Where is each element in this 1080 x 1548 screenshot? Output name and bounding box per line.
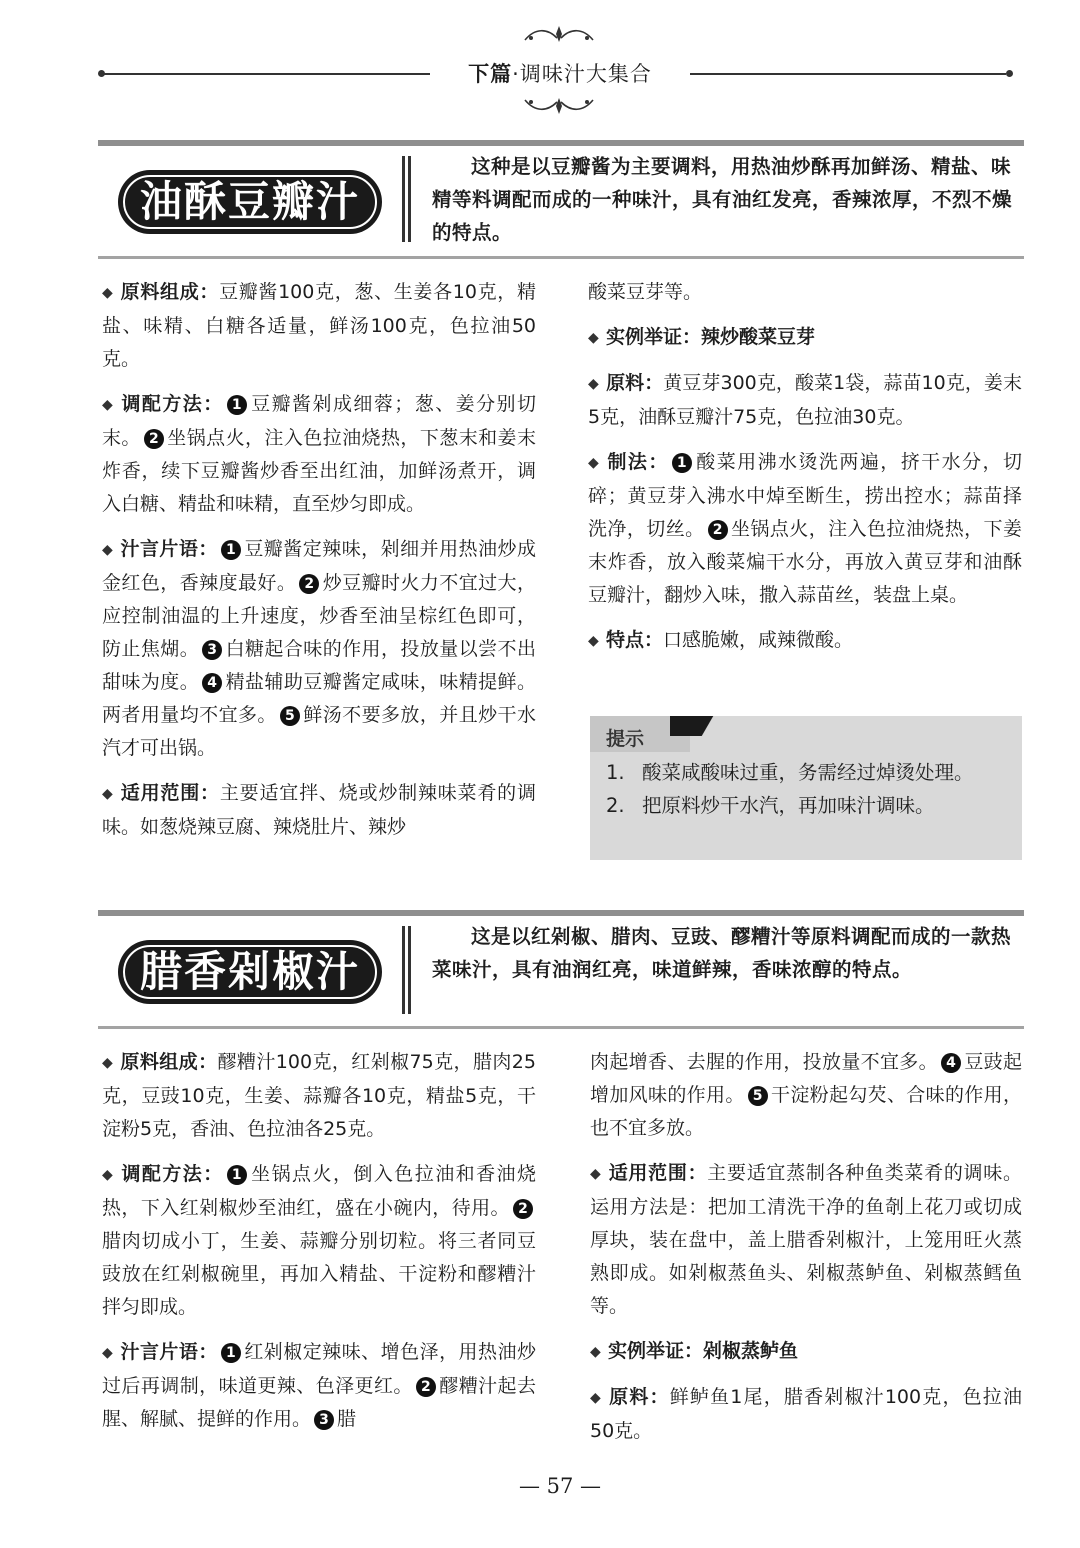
step-number-icon: 1 (672, 453, 692, 473)
step-number-icon: 2 (299, 574, 319, 594)
section2-intro: 这是以红剁椒、腊肉、豆豉、醪糟汁等原料调配而成的一款热菜味汁，具有油润红亮，味道鲜辣，香味浓醇的特点。 (432, 925, 1012, 981)
section1-left-column (102, 276, 536, 856)
label: 实例举证： (608, 1340, 704, 1362)
diamond-bullet-icon: ◆ (102, 542, 113, 558)
label: 原料： (608, 1386, 670, 1408)
section1-ingredients (102, 276, 536, 376)
label: 汁言片语： (120, 1341, 218, 1363)
tip-text: 豆瓣酱定辣味，剁细并用热油炒成金红色，香辣度最好。 (102, 538, 536, 594)
section2-bottom-bar (98, 1026, 1024, 1029)
step-number-icon: 3 (202, 640, 222, 660)
diamond-bullet-icon: ◆ (588, 455, 599, 471)
step-text: 酸菜用沸水烫洗两遍，挤干水分，切碎；黄豆芽入沸水中焯至断生，捞出控水；蒜苗择洗净，切丝。 (588, 451, 1022, 540)
label: 调配方法： (120, 1163, 224, 1185)
step-number-icon: 2 (708, 520, 728, 540)
diamond-bullet-icon: ◆ (590, 1344, 601, 1360)
text: 口感脆嫩，咸辣微酸。 (663, 629, 854, 651)
label: 适用范围： (608, 1162, 708, 1184)
step-text: 腊肉切成小丁，生姜、蒜瓣分别切粒。将三者同豆豉放在红剁椒碗里，再加入精盐、干淀粉和醪糟汁拌匀即成。 (102, 1230, 536, 1318)
text: 主要适宜拌、烧或炒制辣味菜肴的调味。如葱烧辣豆腐、辣烧肚片、辣炒 (102, 782, 536, 838)
section1-method (102, 388, 536, 521)
hint-label: 提示 (606, 728, 645, 750)
step-number-icon: 5 (280, 706, 300, 726)
section2-left-column (102, 1046, 536, 1448)
section2-top-bar (98, 910, 1024, 916)
diamond-bullet-icon: ◆ (102, 397, 113, 413)
hint-list (606, 756, 1010, 822)
step-text: 坐锅点火，注入色拉油烧热，下姜末炸香，放入酸菜煸干水分，再放入黄豆芽和油酥豆瓣汁，翻炒入味，撒入蒜苗丝，装盘上桌。 (588, 518, 1022, 606)
hint-box (590, 716, 1022, 860)
section2-right-column (590, 1046, 1022, 1460)
step-number-icon: 2 (416, 1377, 436, 1397)
hint-wedge-icon (670, 716, 730, 736)
section1-features (588, 624, 1022, 658)
tip-text: 干淀粉起勾芡、合味的作用，也不宜多放。 (590, 1084, 1022, 1139)
hint-number: 2. (606, 794, 625, 817)
section2-tips (102, 1336, 536, 1436)
step-number-icon: 2 (513, 1199, 533, 1219)
label: 特点： (606, 629, 664, 651)
step-text: 坐锅点火，注入色拉油烧热，下葱末和姜末炸香，续下豆瓣酱炒香至出红油，加鲜汤煮开，调入白糖、精盐和味精，直至炒匀即成。 (102, 427, 536, 515)
tip-text: 红剁椒定辣味、增色泽，用热油炒过后再调制，味道更辣、色泽更红。 (102, 1341, 536, 1397)
tip-text: 肉起增香、去腥的作用，投放量不宜多。 (590, 1051, 938, 1073)
dish-name: 剁椒蒸鲈鱼 (703, 1340, 799, 1362)
step-number-icon: 5 (748, 1086, 768, 1106)
hint-item (606, 789, 1010, 822)
diamond-bullet-icon: ◆ (588, 633, 599, 649)
header-rule-right (690, 73, 1006, 75)
section2-scope (590, 1157, 1022, 1323)
diamond-bullet-icon: ◆ (590, 1390, 601, 1406)
section1-top-bar (98, 140, 1024, 146)
hint-number: 1. (606, 761, 625, 784)
label: 制法： (606, 451, 669, 473)
step-number-icon: 1 (221, 1343, 241, 1363)
step-text: 坐锅点火，倒入色拉油和香油烧热，下入红剁椒炒至油红，盛在小碗内，待用。 (102, 1163, 536, 1219)
step-text: 豆瓣酱剁成细蓉；葱、姜分别切末。 (102, 393, 536, 449)
step-number-icon: 1 (227, 395, 247, 415)
diamond-bullet-icon: ◆ (102, 1055, 113, 1071)
section1-example-ingredients (588, 367, 1022, 434)
diamond-bullet-icon: ◆ (588, 376, 599, 392)
tip-text: 醪糟汁起去腥、解腻、提鲜的作用。 (102, 1375, 536, 1430)
section1-example-method (588, 446, 1022, 612)
section2-example-ingredients (590, 1381, 1022, 1448)
header-dot-right (1006, 70, 1013, 77)
diamond-bullet-icon: ◆ (102, 786, 113, 802)
diamond-bullet-icon: ◆ (102, 1345, 113, 1361)
section1-scope (102, 777, 536, 844)
label: 汁言片语： (120, 538, 218, 560)
section1-scope-continued: 酸菜豆芽等。 (588, 281, 703, 303)
label: 原料组成： (120, 1051, 218, 1073)
tip-text: 炒豆瓣时火力不宜过大，应控制油温的上升速度，炒香至油呈棕红色即可，防止焦煳。 (102, 572, 536, 660)
text: 醪糟汁100克，红剁椒75克，腊肉25克，豆豉10克，生姜、蒜瓣各10克，精盐5克，干淀粉5克，香油、色拉油各25克。 (102, 1051, 536, 1140)
label: 原料组成： (120, 281, 220, 303)
tip-text: 腊 (337, 1408, 357, 1430)
section1-right-column (588, 276, 1022, 670)
page-number: — 57 — (518, 1474, 602, 1498)
header-title: 调味汁大集合 (519, 62, 652, 86)
step-number-icon: 4 (941, 1053, 961, 1073)
header-separator: · (512, 62, 520, 86)
label: 适用范围： (120, 782, 220, 804)
tip-text: 豆豉起增加风味的作用。 (590, 1051, 1022, 1106)
label: 调配方法： (120, 393, 224, 415)
section1-title: 油酥豆瓣汁 (118, 170, 382, 234)
step-number-icon: 1 (221, 540, 241, 560)
text: 主要适宜蒸制各种鱼类菜肴的调味。运用方法是：把加工清洗干净的鱼剞上花刀或切成厚块，装在盘中，盖上腊香剁椒汁，上笼用旺火蒸熟即成。如剁椒蒸鱼头、剁椒蒸鲈鱼、剁椒蒸鳕鱼等。 (590, 1162, 1022, 1317)
diamond-bullet-icon: ◆ (102, 285, 113, 301)
section1-bottom-bar (98, 256, 1024, 259)
ornament-bottom-icon (521, 92, 597, 116)
section1-divider (402, 156, 405, 242)
header-rule-left (104, 73, 430, 75)
text: 黄豆芽300克，酸菜1袋，蒜苗10克，姜末5克，油酥豆瓣汁75克，色拉油30克。 (588, 372, 1022, 428)
tip-text: 白糖起合味的作用，投放量以尝不出甜味为度。 (102, 638, 536, 693)
section2-example (590, 1335, 1022, 1369)
section2-divider (402, 926, 405, 1014)
hint-item (606, 756, 1010, 789)
label: 原料： (606, 372, 664, 394)
section1-intro: 这种是以豆瓣酱为主要调料，用热油炒酥再加鲜汤、精盐、味精等料调配而成的一种味汁，具有油红发亮，香辣浓厚，不烈不燥的特点。 (432, 155, 1013, 244)
ornament-top-icon (521, 24, 597, 48)
step-number-icon: 4 (202, 673, 222, 693)
section1-example (588, 321, 1022, 355)
running-header (440, 58, 680, 88)
tip-text: 精盐辅助豆瓣酱定咸味，味精提鲜。两者用量均不宜多。 (102, 671, 536, 726)
header-part: 下篇 (468, 62, 513, 86)
tip-text: 鲜汤不要多放，并且炒干水汽才可出锅。 (102, 704, 536, 759)
text: 豆瓣酱100克，葱、生姜各10克，精盐、味精、白糖各适量，鲜汤100克，色拉油50克。 (102, 281, 536, 370)
step-number-icon: 3 (314, 1410, 334, 1430)
hint-text: 把原料炒干水汽，再加味汁调味。 (642, 794, 935, 817)
section1-tips (102, 533, 536, 765)
hint-text: 酸菜咸酸味过重，务需经过焯烫处理。 (642, 761, 974, 784)
section2-tips-continued (590, 1046, 1022, 1145)
text: 鲜鲈鱼1尾，腊香剁椒汁100克，色拉油50克。 (590, 1386, 1022, 1442)
section2-ingredients (102, 1046, 536, 1146)
label: 实例举证： (606, 326, 702, 348)
diamond-bullet-icon: ◆ (102, 1167, 113, 1183)
diamond-bullet-icon: ◆ (588, 330, 599, 346)
step-number-icon: 2 (144, 429, 164, 449)
diamond-bullet-icon: ◆ (590, 1166, 601, 1182)
section2-title: 腊香剁椒汁 (118, 940, 382, 1004)
step-number-icon: 1 (227, 1165, 247, 1185)
dish-name: 辣炒酸菜豆芽 (701, 326, 816, 348)
section2-method (102, 1158, 536, 1324)
